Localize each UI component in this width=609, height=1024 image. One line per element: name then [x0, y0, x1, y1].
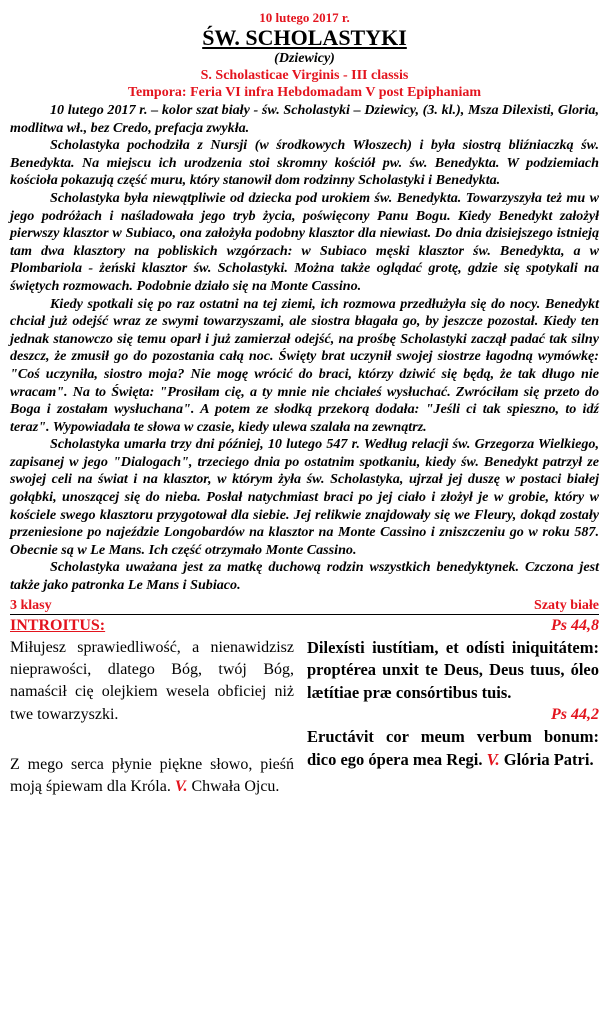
introitus-label: INTROITUS:	[10, 616, 106, 634]
class-vestment-bar	[10, 597, 599, 615]
versicle-marker: V.	[486, 749, 500, 769]
versicle-marker: V.	[174, 778, 188, 796]
polish-verse	[10, 754, 294, 799]
latin-title: S. Scholasticae Virginis - III classis	[200, 68, 409, 83]
latin-column	[307, 637, 599, 799]
introitus-columns	[10, 637, 599, 799]
saint-title: ŚW. SCHOLASTYKI	[202, 25, 407, 50]
polish-verse-text: Z mego serca płynie piękne słowo, pieśń moją śpiewam dla Króla.	[10, 755, 294, 796]
bio-paragraph: Kiedy spotkali się po raz ostatni na tej ziemi, ich rozmowa przedłużyła się do nocy. Benedykt chciał już odejść wraz ze swymi towarzyszami, ale siostra błagała go, by jeszcze pozostał. Kiedy ten jednak stanowczo się temu oparł i już zamierzał odejść, na prośbę Scholastyki zaczął padać tak silny deszcz, że zmusił go do pozostania całą noc. Święty brat uczynił swojej siostrze łagodną wymówkę: "Coś uczyniła, siostro moja? Nie mogę wrócić do braci, którzy dziwić się będą, że tak długo nie wracam". Na to Święta: "Prosiłam cię, a ty mnie nie chciałeś wysłuchać. Zwróciłam się przeto do Boga i zostałam wysłuchana". A potem ze słodką przekorą dodała: "Jeśli ci tak spieszno, to idź teraz". Wypowiadała te słowa w czasie, kiedy ulewa szalała na zewnątrz.	[10, 295, 599, 435]
latin-antiphon: Dilexísti iustítiam, et odísti iniquitátem: proptérea unxit te Deus, Deus tuus, óleo lætítiae præ consórtibus tuis.	[307, 637, 599, 702]
tempora-line: Tempora: Feria VI infra Hebdomadam V post Epiphaniam	[127, 85, 482, 100]
latin-verse	[307, 726, 599, 771]
class-label: 3 klasy	[10, 597, 52, 613]
psalm-reference: Ps 44,8	[551, 616, 599, 634]
bio-paragraph: Scholastyka pochodziła z Nursji (w środkowych Włoszech) i była siostrą bliźniaczką św. Benedykta. Na miejscu ich urodzenia stoi skromny kościół pw. św. Benedykta. W podziemiach kościoła pokazują część muru, który stanowił dom rodzinny Scholastyki i Benedykta.	[10, 137, 599, 189]
polish-gloria: Chwała Ojcu.	[191, 778, 280, 796]
latin-gloria: Glória Patri.	[503, 749, 594, 769]
polish-column	[10, 637, 294, 799]
introitus-header	[10, 617, 599, 635]
bio-paragraph: Scholastyka była niewątpliwie od dziecka pod urokiem św. Benedykta. Towarzyszyła też mu w jego podróżach i naśladowała jego tryb życia, poświęcony Panu Bogu. Kiedy Benedykt założył pierwszy klasztor w Subiaco, ona założyła podobny klasztor dla niewiast. Do dnia dzisiejszego istnieją tam dwa klasztory na pobliskich wzgórzach: w Subiaco męski klasztor św. Benedykta, a w Plombariola - żeński klasztor św. Scholastyki. Można także oglądać grotę, gdzie się spotykali na świętych rozmowach. Podobnie działo się na Monte Cassino.	[10, 189, 599, 294]
biography	[10, 102, 599, 595]
psalm-reference-2: Ps 44,2	[551, 706, 599, 724]
missal-page	[10, 0, 599, 798]
saint-rank: (Dziewicy)	[274, 51, 335, 66]
bio-paragraph: 10 lutego 2017 r. – kolor szat biały - św. Scholastyki – Dziewicy, (3. kl.), Msza Dilexisti, Gloria, modlitwa wł., bez Credo, prefacja zwykła.	[10, 102, 599, 136]
bio-paragraph: Scholastyka umarła trzy dni później, 10 lutego 547 r. Według relacji św. Grzegorza Wielkiego, zapisanej w jego "Dialogach", trzeciego dnia po ostatnim spotkaniu, kiedy św. Benedykt patrzył ze swojej celi na świat i na klasztor, w którym żyła św. Scholastyka, ujrzał jej duszę w postaci białej gołąbki, unoszącej się do nieba. Posłał natychmiast braci po jej ciało i złożył je w grobie, który w kościele swego klasztoru przygotował dla siebie. Jej relikwie znajdowały się we Fleury, dokąd zostały przeniesione po najeździe Longobardów na klasztor na Monte Cassino i zniszczeniu go w roku 587. Obecnie są w Le Mans. Ich część otrzymało Monte Cassino.	[10, 436, 599, 558]
bio-paragraph: Scholastyka uważana jest za matkę duchową rodzin wszystkich benedyktynek. Czczona jest także jako patronka Le Mans i Subiaco.	[10, 559, 599, 594]
date-line: 10 lutego 2017 r.	[259, 10, 350, 25]
polish-antiphon: Miłujesz sprawiedliwość, a nienawidzisz nieprawości, dlatego Bóg, twój Bóg, namaścił cię olejkiem wesela obficiej niż twe towarzyszki.	[10, 638, 294, 723]
latin-verse-text: Eructávit cor meum verbum bonum: dico ego ópera mea Regi.	[307, 727, 599, 769]
vestment-label: Szaty białe	[534, 597, 599, 613]
